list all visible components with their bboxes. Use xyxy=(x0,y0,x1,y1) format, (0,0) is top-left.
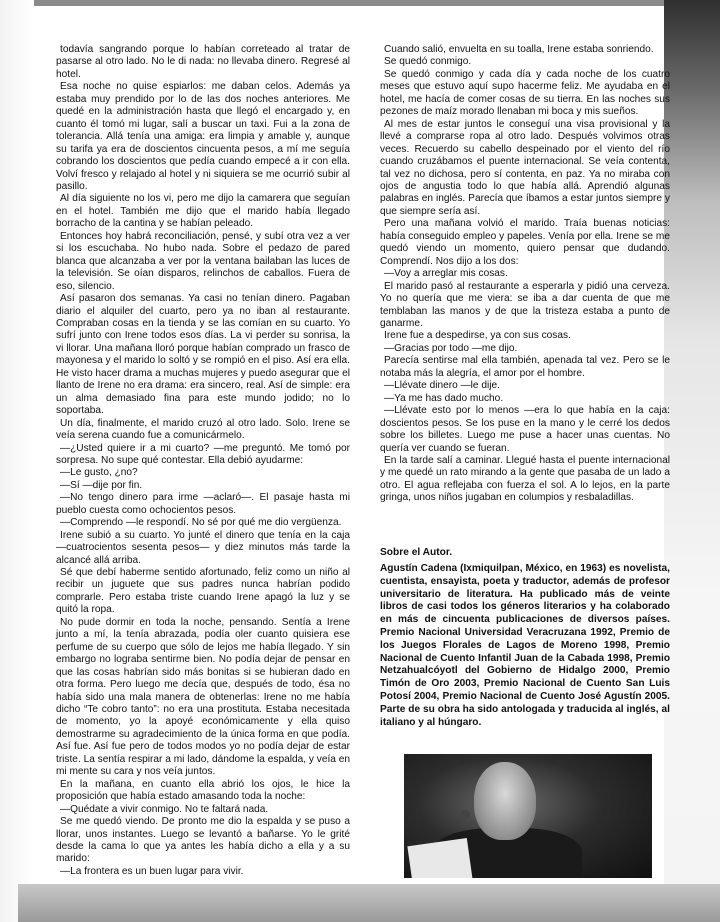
paragraph: Sé que debí haberme sentido afortunado, feliz como un niño al recibir un juguete que sus padres nunca habrían podido comprarle. Pero estaba triste cuando Irene apagó la luz y se quitó la ropa. xyxy=(56,567,350,616)
paragraph: —Sí —dije por fin. xyxy=(60,479,143,491)
paragraph: Parecía sentirse mal ella también, apenada tal vez. Pero se le notaba más la alegría, el amor por el hombre. xyxy=(380,355,670,379)
paragraph: Al día siguiente no los vi, pero me dijo la camarera que seguían en el hotel. También me dijo que el marido había llegado borracho de la cantina y se habían peleado. xyxy=(56,193,350,230)
paragraph: —Ya me has dado mucho. xyxy=(384,392,504,404)
paragraph: Irene subió a su cuarto. Yo junté el dinero que tenía en la caja —cuatrocientos sesenta pesos— y diez minutos más tarde la alcancé allá arriba. xyxy=(56,529,350,566)
paragraph: Se me quedó viendo. De pronto me dio la espalda y se puso a llorar, unos instantes. Luego se levantó a bañarse. Yo le grité desde la cama lo que ya antes les había dicho a ella y a su marido: xyxy=(56,816,350,865)
paragraph: —Quédate a vivir conmigo. No te faltará nada. xyxy=(60,803,269,815)
right-gradient-band xyxy=(664,0,720,922)
paragraph: —Gracias por todo —me dijo. xyxy=(384,342,518,354)
author-bio: Agustín Cadena (Ixmiquilpan, México, en 1963) es novelista, cuentista, ensayista, poeta y traductor, además de profesor universitario de literatura. Ha publicado más de veinte libros de casi todos los géneros literarios y ha colaborado en más de cincuenta publicaciones de diversos países. Premio Nacional Universidad Veracruzana 1992, Premio de los Juegos Florales de Lagos de Moreno 1998, Premio Nacional de Cuento Infantil Juan de la Cabada 1998, Premio Netzahualcóyotl del Gobierno de Hidalgo 2000, Premio Timón de Oro 2003, Premio Nacional de Cuento San Luis Potosí 2004, Premio Nacional de Cuento José Agustín 2005. Parte de su obra ha sido antologada y traducida al inglés, al italiano y al húngaro. xyxy=(380,563,670,728)
photo-face-shape xyxy=(474,762,536,840)
paragraph: todavía sangrando porque lo habían correteado al tratar de pasarse al otro lado. No le di nada: no llevaba dinero. Regresé al hotel. xyxy=(56,44,350,80)
paragraph: No pude dormir en toda la noche, pensando. Sentía a Irene junto a mí, la tenía abrazada, podía oler cuanto quisiera ese perfume de su cuerpo que sólo de lejos me había llegado. Y sin embargo no lograba sentirme bien. No podía dejar de pensar en que las cosas habrían sido más bonitas si se hubieran dado en otra forma. Pero luego me decía que, después de todo, ésa no había sido una mala manera de obtenerlas: Irene no me había dicho “Te cobro tanto”: no era una prostituta. Estaba necesitada de momento, yo la apoyé económicamente y ella quiso demostrarme su agradecimiento de la única forma en que podía. Así fue. Así fue pero de todos modos yo no podía dejar de estar triste. La sentía respirar a mi lado, dándome la espalda, y veía en mi mente su cara y nos veía juntos. xyxy=(56,616,350,778)
paragraph: —Voy a arreglar mis cosas. xyxy=(384,268,508,280)
paragraph: —No tengo dinero para irme —aclaró—. El pasaje hasta mi pueblo cuesta como ochocientos pesos. xyxy=(56,492,350,516)
photo-book-shape xyxy=(407,838,472,878)
paragraph: Entonces hoy habrá reconciliación, pensé, y subí otra vez a ver si los escuchaba. No hubo nada. Sobre el pedazo de pared blanca que alcanzaba a ver por la ventana bailaban las luces de la televisión. Se oían disparos, relinchos de caballos. Fuera de eso, silencio. xyxy=(56,230,350,292)
left-margin-shade xyxy=(0,0,34,922)
paragraph: El marido pasó al restaurante a esperarla y pidió una cerveza. Yo no quería que me viera: se iba a dar cuenta de que me temblaban las manos y de que la tristeza estaba a punto de ganarme. xyxy=(380,280,670,329)
paragraph: —La frontera es un buen lugar para vivir. xyxy=(60,865,244,877)
paragraph: Se quedó conmigo. xyxy=(384,56,472,68)
paragraph: Pero una mañana volvió el marido. Traía buenas noticias: había conseguido empleo y papeles. Venía por ella. Irene se me quedó viendo un momento, quiero pensar que dudando. Comprendí. Nos dijo a los dos: xyxy=(380,218,670,267)
paragraph: —Comprendo —le respondí. No sé por qué me dio vergüenza. xyxy=(60,517,342,529)
paragraph: Un día, finalmente, el marido cruzó al otro lado. Solo. Irene se veía serena cuando fue a comunicármelo. xyxy=(56,417,350,442)
paragraph: —Llévate dinero —le dije. xyxy=(384,380,500,392)
paragraph: —Le gusto, ¿no? xyxy=(60,467,138,479)
author-heading: Sobre el Autor. xyxy=(380,547,453,558)
paragraph: Irene fue a despedirse, ya con sus cosas. xyxy=(384,330,571,342)
footer-bar xyxy=(18,884,720,922)
author-photo xyxy=(404,754,652,878)
story-column-left xyxy=(56,44,350,878)
paragraph: Así pasaron dos semanas. Ya casi no tenían dinero. Pagaban diario el alquiler del cuarto, pero ya no iban al restaurante. Compraban cosas en la tienda y se las comían en su cuarto. Yo sufrí junto con Irene todos esos días. La vi perder su sonrisa, la vi llorar. Una mañana lloró porque habían comprado un frasco de mayonesa y el marido lo soltó y se rompió en el piso. Así era ella. He visto hacer drama a muchas mujeres y puedo asegurar que el llanto de Irene no era drama: era sincero, real. Así de simple: era un alma demasiado fina para este mundo jodido; no lo soportaba. xyxy=(56,293,350,417)
paragraph: En la tarde salí a caminar. Llegué hasta el puente internacional y me quedé un rato mirando a la gente que pasaba de un lado a otro. El agua reflejaba con fuerza el sol. A lo lejos, en la parte gringa, unos niños jugaban en columpios y resbaladillas. xyxy=(380,454,670,504)
top-frame-bar xyxy=(0,0,720,6)
paragraph: Cuando salió, envuelta en su toalla, Irene estaba sonriendo. xyxy=(384,44,654,55)
story-column-right xyxy=(380,44,670,505)
paragraph: Al mes de estar juntos le conseguí una visa provisional y la llevé a comprarse ropa al otro lado. Después volvimos otras veces. Recuerdo su cabello despeinado por el viento del río cuando cruzábamos el puente internacional. Se veía contenta, tal vez no dichosa, pero sí contenta, en paz. Ya no miraba con ojos de angustia todo lo que había allá. Aprendió algunas palabras en inglés. Parecía que íbamos a estar juntos siempre y que siempre sería así. xyxy=(380,118,670,217)
paragraph: En la mañana, en cuanto ella abrió los ojos, le hice la proposición que había estado amasando toda la noche: xyxy=(56,778,350,803)
paragraph: Esa noche no quise espiarlos: me daban celos. Además ya estaba muy prendido por lo de las dos noches anteriores. Me quedé en la administración hasta que llegó el encargado y, en cuanto él tomó mi lugar, salí a buscar un taxi. Fui a la zona de tolerancia. Allá tenía una amiga: era limpia y amable y, aunque su tarifa ya era de doscientos cincuenta pesos, a mí me seguía cobrando los doscientos que pedía cuando empecé a ir con ella. Volví fresco y relajado al hotel y ni siquiera se me ocurrió subir al pasillo. xyxy=(56,81,350,192)
paragraph: —¿Usted quiere ir a mi cuarto? —me preguntó. Me tomó por sorpresa. No supe qué contestar. Ella debió ayudarme: xyxy=(56,442,350,466)
microphone-icon xyxy=(460,810,470,820)
paragraph: —Llévate esto por lo menos —era lo que había en la caja: doscientos pesos. Se los puse en la mano y le cerré los dedos sobre los billetes. Luego me puse a hacer unas cuentas. No quería ver cuando se fueran. xyxy=(380,405,670,454)
paragraph: Se quedó conmigo y cada día y cada noche de los cuatro meses que estuvo aquí supo hacerme feliz. Me ayudaba en el hotel, me hacía de comer cosas de su tierra. En las noches sus pezones de maíz morado llenaban mi boca y mis sueños. xyxy=(380,68,670,118)
